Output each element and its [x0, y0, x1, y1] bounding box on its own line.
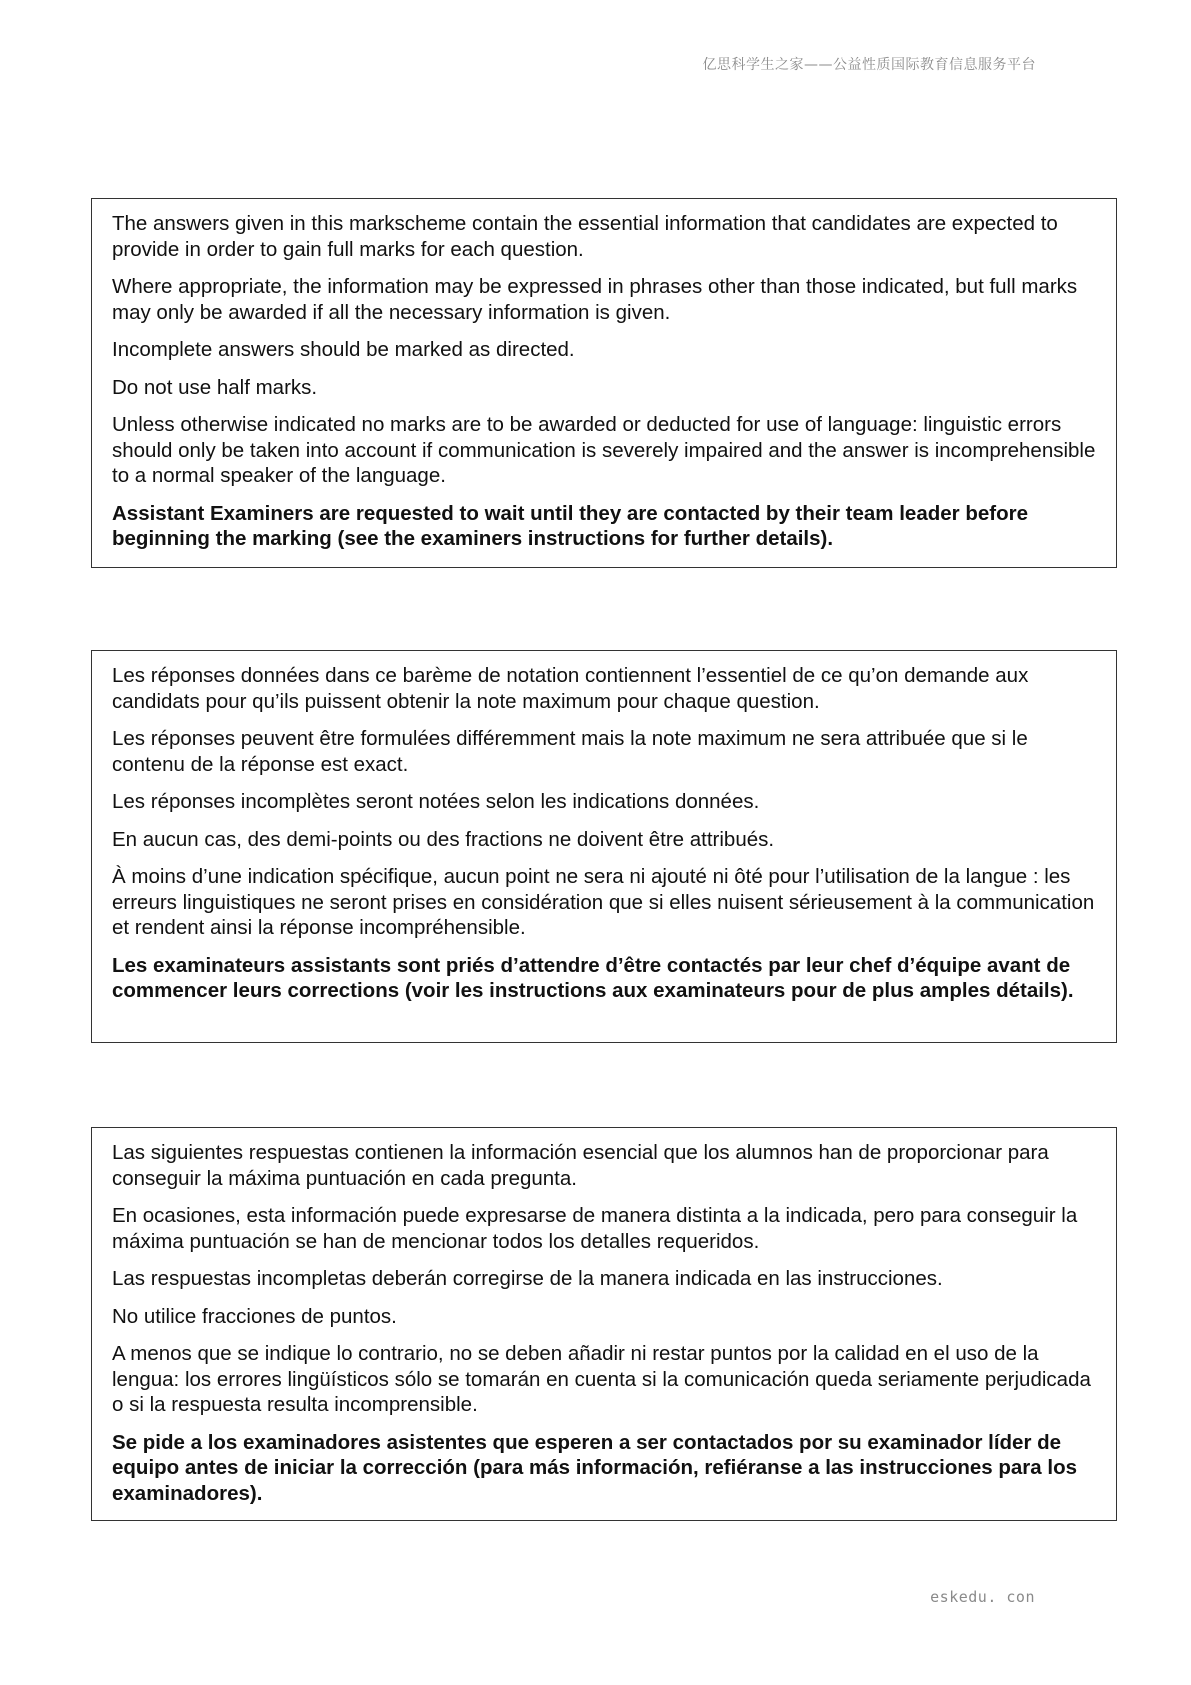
english-notice: Assistant Examiners are requested to wait until they are contacted by their team leader before beginning the marking (see the examiners instructions for further details). — [112, 501, 1028, 550]
french-paragraph: Les réponses incomplètes seront notées selon les indications données. — [112, 790, 760, 813]
french-paragraph: Les réponses données dans ce barème de notation contiennent l’essentiel de ce qu’on demande aux candidats pour qu’ils puissent obtenir la note maximum pour chaque question. — [112, 664, 1029, 713]
french-paragraph: Les réponses peuvent être formulées différemment mais la note maximum ne sera attribuée que si le contenu de la réponse est exact. — [112, 727, 1028, 776]
footer-site-mark: eskedu. con — [930, 1588, 1035, 1606]
english-paragraph: Unless otherwise indicated no marks are to be awarded or deducted for use of language: linguistic errors should only be taken into account if communication is severely impaired and the answer is incomprehensible to a normal speaker of the language. — [112, 413, 1096, 487]
english-paragraph: Incomplete answers should be marked as directed. — [112, 338, 575, 361]
spanish-paragraph: Las siguientes respuestas contienen la información esencial que los alumnos han de proporcionar para conseguir la máxima puntuación en cada pregunta. — [112, 1141, 1049, 1190]
spanish-paragraph: A menos que se indique lo contrario, no se deben añadir ni restar puntos por la calidad en el uso de la lengua: los errores lingüísticos sólo se tomarán en cuenta si la comunicación queda seriamente perjudicada o si la respuesta resulta incomprensible. — [112, 1342, 1091, 1416]
spanish-paragraph: Las respuestas incompletas deberán corregirse de la manera indicada en las instrucciones. — [112, 1267, 943, 1290]
english-paragraph: The answers given in this markscheme contain the essential information that candidates are expected to provide in order to gain full marks for each question. — [112, 212, 1058, 261]
english-paragraph: Do not use half marks. — [112, 375, 318, 399]
french-paragraph: En aucun cas, des demi-points ou des fractions ne doivent être attribués. — [112, 827, 775, 851]
spanish-notice: Se pide a los examinadores asistentes que esperen a ser contactados por su examinador líder de equipo antes de iniciar la corrección (para más información, refiéranse a las instrucciones para los examinadores). — [112, 1430, 1077, 1505]
spanish-paragraph: No utilice fracciones de puntos. — [112, 1304, 397, 1328]
french-notice: Les examinateurs assistants sont priés d’attendre d’être contactés par leur chef d’équipe avant de commencer leurs corrections (voir les instructions aux examinateurs pour de plus amples détails). — [112, 953, 1074, 1002]
english-paragraph: Where appropriate, the information may be expressed in phrases other than those indicated, but full marks may only be awarded if all the necessary information is given. — [112, 275, 1078, 324]
english-instructions-box — [91, 198, 1117, 568]
spanish-instructions-box — [91, 1127, 1117, 1521]
spanish-paragraph: En ocasiones, esta información puede expresarse de manera distinta a la indicada, pero para conseguir la máxima puntuación se han de mencionar todos los detalles requeridos. — [112, 1204, 1078, 1253]
header-site-note: 亿思科学生之家——公益性质国际教育信息服务平台 — [702, 57, 1036, 73]
french-instructions-box — [91, 650, 1117, 1043]
french-paragraph: À moins d’une indication spécifique, aucun point ne sera ni ajouté ni ôté pour l’utilisation de la langue : les erreurs linguistiques ne seront prises en considération que si elles nuisent sérieusement à la communication et rendent ainsi la réponse incompréhensible. — [112, 865, 1095, 939]
